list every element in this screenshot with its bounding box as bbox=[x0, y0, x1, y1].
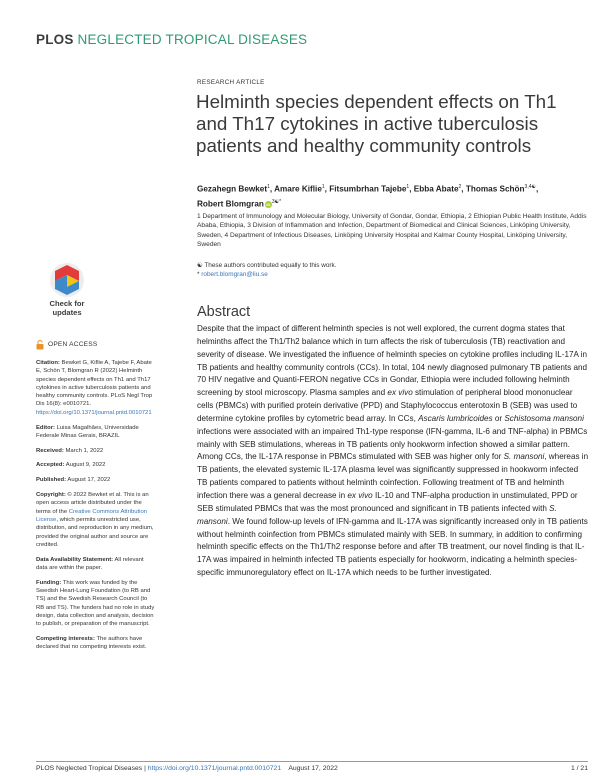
abstract-heading: Abstract bbox=[197, 304, 251, 320]
page-footer: PLOS Neglected Tropical Diseases | https://doi.org/10.1371/journal.pntd.0010721 August 17, 2022 1 / 21 bbox=[36, 761, 588, 772]
article-title: Helminth species dependent effects on Th1 and Th17 cytokines in active tuberculosis patients and healthy community controls bbox=[196, 91, 557, 156]
corresponding-email-link[interactable]: robert.blomgran@liu.se bbox=[201, 271, 268, 278]
citation-doi-link[interactable]: https://doi.org/10.1371/journal.pntd.0010721 bbox=[36, 409, 152, 416]
journal-name-plos: PLOS bbox=[36, 32, 74, 47]
received-date: Received: March 1, 2022 bbox=[36, 447, 104, 454]
license-link[interactable]: Creative Commons Attribution License bbox=[36, 508, 147, 523]
published-date: Published: August 17, 2022 bbox=[36, 477, 111, 484]
page-number: 1 / 21 bbox=[570, 765, 588, 772]
competing-interests-block: Competing interests: The authors have declared that no competing interests exist. bbox=[36, 636, 147, 651]
author-name[interactable]: Ebba Abate bbox=[413, 184, 459, 194]
funding-block: Funding: This work was funded by the Swedish Heart-Lung Foundation (to RB and TS) and the Swedish Research Council (to RB and TS). The funders had no role in study design, data collection and analysis, decision to publish, or preparation of the manuscript. bbox=[36, 579, 155, 628]
citation-block: Citation: Bewket G, Kiflie A, Tajebe F, Abate E, Schön T, Blomgran R (2022) Helminth species dependent effects on Th1 and Th17 cytokines in active tuberculosis patients and healthy community controls. PLoS Negl Trop Dis 16(8): e0010721. https://doi.org/10.1371/journal.pntd.0010721 bbox=[36, 360, 153, 416]
footer-doi-link[interactable]: https://doi.org/10.1371/journal.pntd.0010721 bbox=[147, 765, 282, 772]
article-type: RESEARCH ARTICLE bbox=[197, 79, 265, 86]
copyright-block: Copyright: © 2022 Bewket et al. This is an open access article distributed under the terms of the Creative Commons Attribution License, which permits unrestricted use, distribution, and reproduction in any medium, provided the original author and source are credited. bbox=[36, 492, 154, 548]
journal-header bbox=[36, 32, 307, 47]
author-list: Gezahegn Bewket$^1$, Amare Kiflie$^1$, Fitsumbrhan Tajebe$^1$, Ebba Abate$^2$, Thomas Schön$^{3,4☯}$, Robert Blomgran iD $^{3☯*}$ bbox=[197, 184, 539, 209]
affiliations: 1 Department of Immunology and Molecular Biology, University of Gondar, Gondar, Ethiopia, 2 Ethiopian Public Health Institute, Addis Ababa, Ethiopia, 3 Division of Inflammation and Infection, Department of Biomedical and Clinical Sciences, Linköping University, Sweden, 4 Department of Infectious Diseases, Linköping University Hospital and Kalmar County Hospital, Linköping University, Sweden bbox=[197, 213, 587, 249]
crossmark-icon bbox=[38, 261, 96, 301]
article-sidebar bbox=[36, 340, 156, 658]
check-for-updates-badge[interactable]: Check for updates bbox=[38, 261, 96, 327]
author-name[interactable]: Gezahegn Bewket bbox=[197, 184, 268, 194]
accepted-date: Accepted: August 9, 2022 bbox=[36, 462, 106, 469]
orcid-icon[interactable]: iD bbox=[266, 202, 271, 208]
equal-contribution-note: ☯ These authors contributed equally to this work. bbox=[197, 262, 337, 269]
editor-block: Editor: Luisa Magalhães, Universidade Federale Minas Gerais, BRAZIL bbox=[36, 424, 139, 439]
data-availability-block: Data Availability Statement: All relevant data are within the paper. bbox=[36, 556, 144, 571]
abstract-text: Despite that the impact of different helminth species is not well explored, the current dogma states that helminths affect the Th1/Th2 balance which in turn affects the risk of tuberculosis (TB) reactivation and severity of disease. We investigated the influence of helminth species on cytokine profiles including IL-17A in TB patients and healthy community controls (CCs). In total, 104 newly diagnosed pulmonary TB patients and 70 HIV negative and Quanti-FERON negative CCs in Gondar, Ethiopia were included following helminth screening by stool microscopy. Plasma samples and ex vivo stimulation of peripheral blood mononuclear cells (PBMCs) with purified protein derivative (PPD) and Staphylococcus enterotoxin B (SEB) was used to determine cytokine profiles by cytometric bead array. In CCs, Ascaris lumbricoides or Schistosoma mansoni infections were associated with an impaired Th1-type response (IFN-gamma, IL-6 and TNF-alpha) in PBMCs mainly with SEB stimulations, whereas in TB patients only hookworm infection showed a similar pattern. Among CCs, the IL-17A response in PBMCs stimulated with SEB was higher only for S. mansoni, whereas in TB patients, the elevated systemic IL-17A plasma level was significantly suppressed in hookworm infected TB patients compared to patients without helminth coinfection. Following treatment of TB and helminth infection there was a general decrease in ex vivo IL-10 and TNF-alpha production in unstimulated, PPD or SEB stimulated PBMCs that was the most pronounced and significant in TB patients infected with S. mansoni. We found follow-up levels of IFN-gamma and IL-17A was significantly increased only in TB patients without helminth coinfection from PBMCs stimulated mainly with SEB. In summary, in addition to confirming helminth specific effects on the Th1/Th2 response before and after TB treatment, our novel finding is that IL-17A was impaired in helminth infected TB patients especially for hookworm, indicating a helminth species-specific immunoregulatory effect on IL-17A which needs to be further investigated. bbox=[197, 324, 589, 578]
open-access-badge: OPEN ACCESS bbox=[36, 340, 156, 350]
open-lock-icon bbox=[36, 340, 44, 350]
footer-journal: PLOS Neglected Tropical Diseases bbox=[36, 765, 143, 772]
author-name[interactable]: Robert Blomgran bbox=[197, 199, 264, 209]
author-name[interactable]: Fitsumbrhan Tajebe bbox=[329, 184, 407, 194]
author-notes: ☯ These authors contributed equally to this work. * robert.blomgran@liu.se bbox=[197, 261, 497, 279]
author-name[interactable]: Amare Kiflie bbox=[274, 184, 322, 194]
author-name[interactable]: Thomas Schön bbox=[465, 184, 525, 194]
footer-date: August 17, 2022 bbox=[288, 765, 338, 772]
journal-name-section: NEGLECTED TROPICAL DISEASES bbox=[77, 32, 308, 47]
